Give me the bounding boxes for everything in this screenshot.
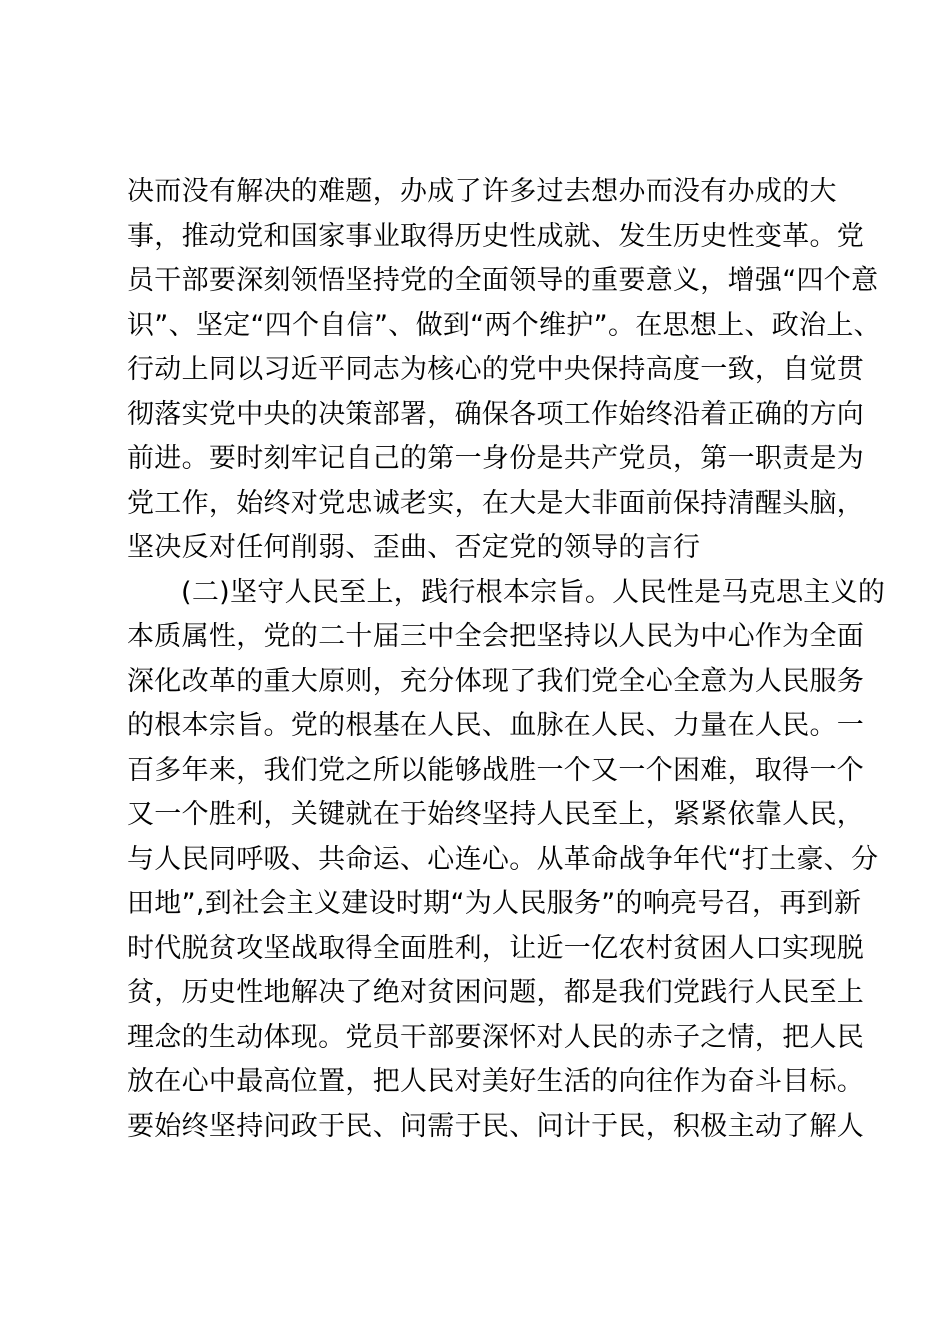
text-line: 放在心中最高位置，把人民对美好生活的向往作为奋斗目标。 [127,1066,865,1097]
text-line: 党工作，始终对党忠诚老实，在大是大非面前保持清醒头脑， [127,487,865,519]
text-line: 行动上同以习近平同志为核心的党中央保持高度一致，自觉贯 [127,354,865,385]
text-line: 决而没有解决的难题，办成了许多过去想办而没有办成的大 [127,176,837,207]
text-line: 事，推动党和国家事业取得历史性成就、发生历史性变革。党 [127,220,865,252]
text-line: 田地”,到社会主义建设时期“为人民服务”的响亮号召，再到新 [127,888,862,919]
body-text [127,170,886,1149]
text-line: 坚决反对任何削弱、歪曲、否定党的领导的言行 [127,532,701,563]
text-line: 又一个胜利，关键就在于始终坚持人民至上，紧紧依靠人民， [127,799,865,830]
section-heading-line: (二)坚守人民至上，践行根本宗旨。人民性是马克思主义的 [181,576,886,608]
text-line: 要始终坚持问政于民、问需于民、问计于民，积极主动了解人 [127,1110,865,1142]
text-line: 识”、坚定“四个自信”、做到“两个维护”。在思想上、政治上、 [127,309,881,341]
text-line: 彻落实党中央的决策部署，确保各项工作始终沿着正确的方向 [127,398,865,430]
text-line: 与人民同呼吸、共命运、心连心。从革命战争年代“打土豪、分 [127,843,879,875]
text-line: 贫，历史性地解决了绝对贫困问题，都是我们党践行人民至上 [127,977,865,1008]
text-line: 本质属性，党的二十届三中全会把坚持以人民为中心作为全面 [127,621,865,652]
text-line: 员干部要深刻领悟坚持党的全面领导的重要意义，增强“四个意 [127,265,879,296]
text-line: 时代脱贫攻坚战取得全面胜利，让近一亿农村贫困人口实现脱 [127,932,865,964]
text-line: 前进。要时刻牢记自己的第一身份是共产党员，第一职责是为 [127,443,865,474]
text-line: 的根本宗旨。党的根基在人民、血脉在人民、力量在人民。一 [127,710,865,741]
text-line: 百多年来，我们党之所以能够战胜一个又一个困难，取得一个 [127,754,865,786]
text-line: 理念的生动体现。党员干部要深怀对人民的赤子之情，把人民 [127,1021,865,1053]
text-line: 深化改革的重大原则，充分体现了我们党全心全意为人民服务 [127,665,865,697]
